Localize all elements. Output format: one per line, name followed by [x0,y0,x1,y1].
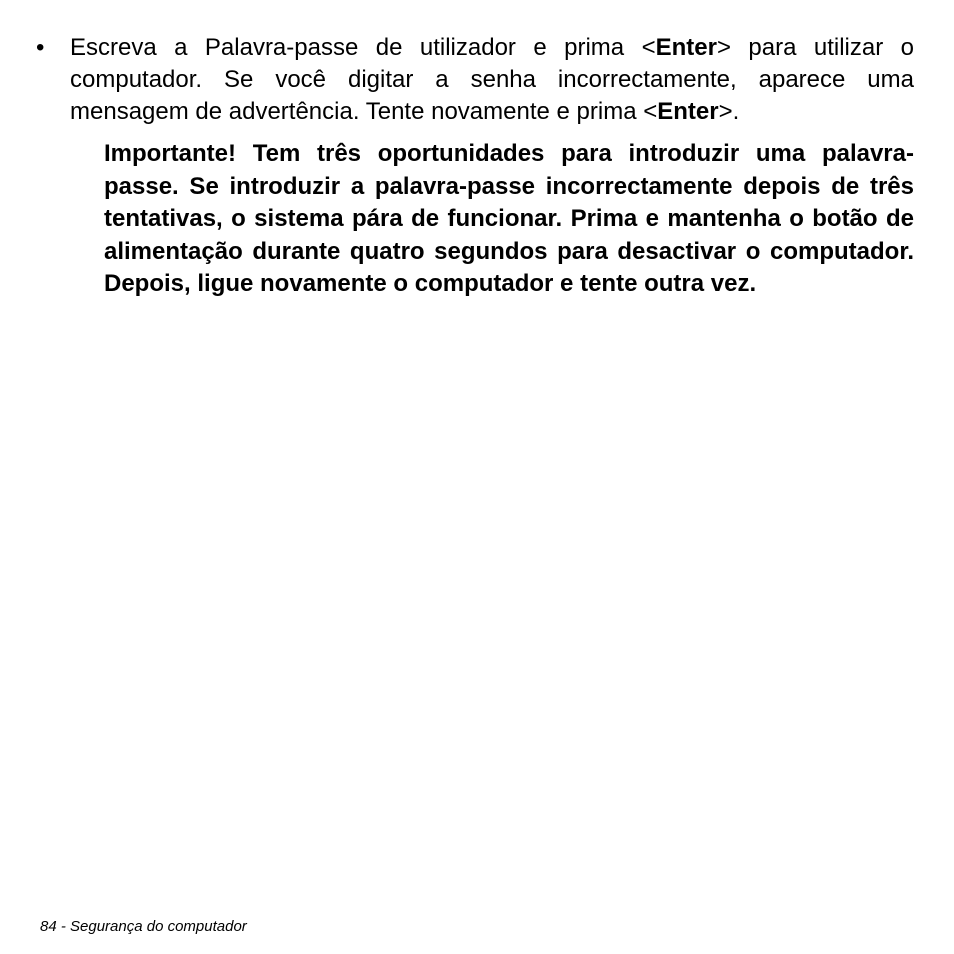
instruction-bullet [36,32,914,128]
instruction-text-part-3: >. [718,98,740,125]
bullet-mark: • [36,34,45,61]
page-footer: 84 - Segurança do computador [40,918,247,935]
instruction-text [70,32,914,128]
enter-key-label-2: Enter [657,98,719,125]
important-note: Importante! Tem três oportunidades para introduzir uma palavra-passe. Se introduzir a palavra-passe incorrectamente depois de três tentativas, o sistema pára de funcionar. Prima e mantenha o botão de alimentação durante quatro segundos para desactivar o computador. Depois, ligue novamente o computador e tente outra vez. [104,140,914,297]
enter-key-label-1: Enter [655,34,717,61]
instruction-text-part-2: > para utilizar o computador. Se você digitar a senha incorrectamente, aparece uma mensagem de advertência. Tente novamente e prima < [70,34,914,125]
instruction-text-part-1: Escreva a Palavra-passe de utilizador e prima < [70,34,656,61]
